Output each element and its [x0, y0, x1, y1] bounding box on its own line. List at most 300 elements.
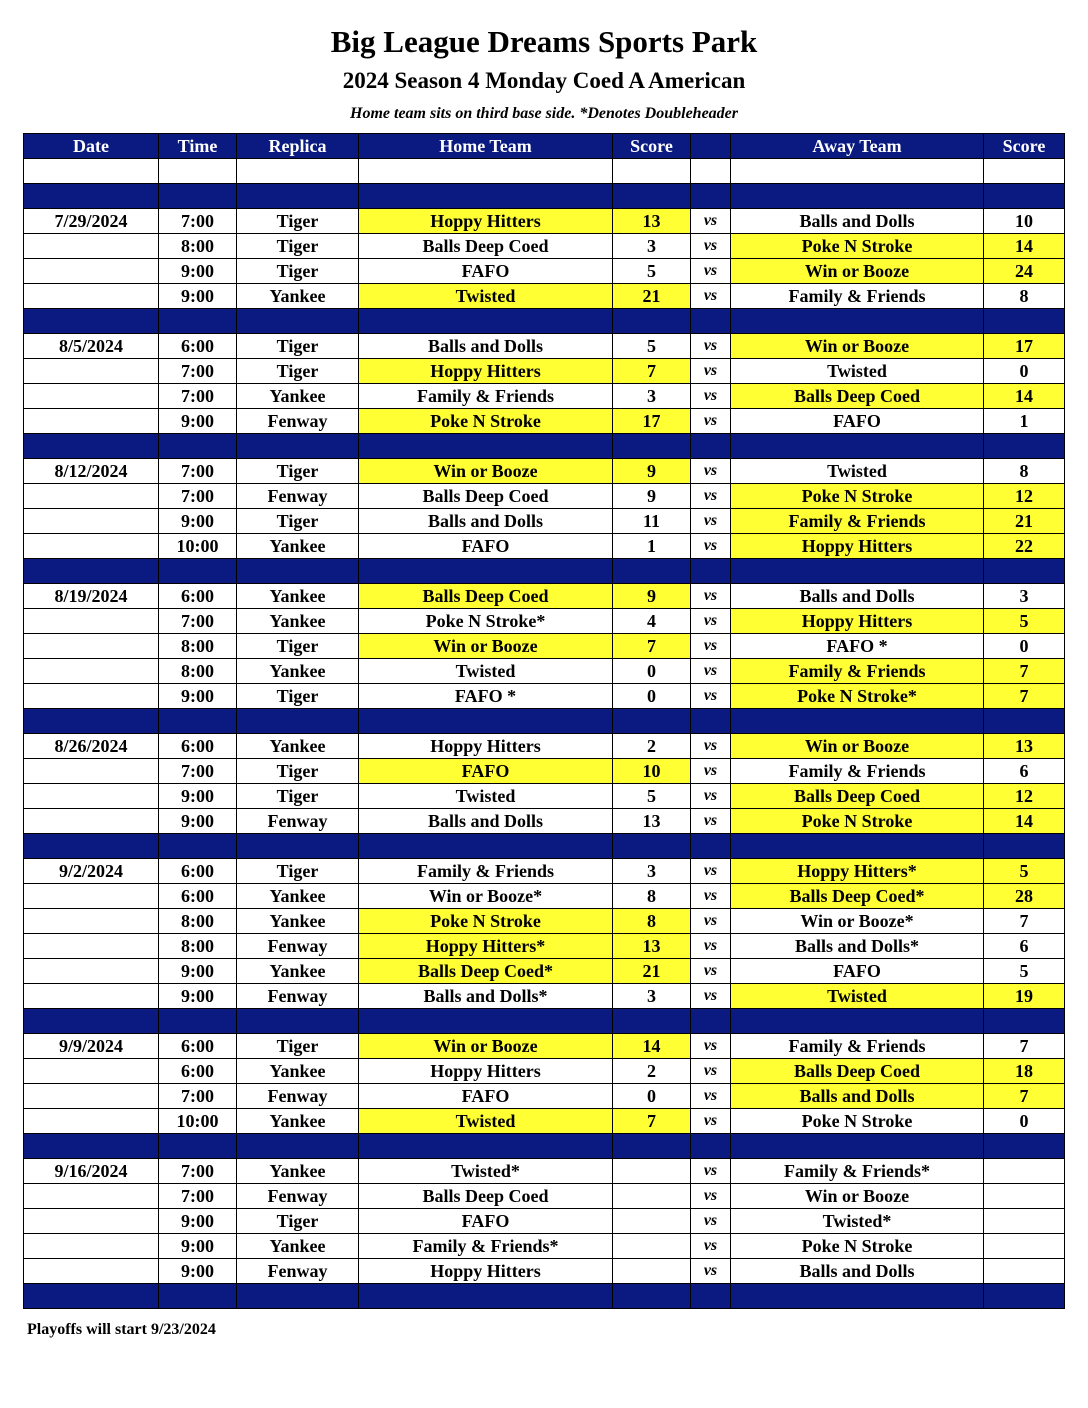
empty-cell [237, 709, 359, 734]
empty-cell [237, 434, 359, 459]
col-header-vs [691, 134, 731, 159]
time-cell: 7:00 [159, 1184, 237, 1209]
empty-cell [24, 434, 159, 459]
empty-cell [24, 559, 159, 584]
empty-cell [984, 309, 1065, 334]
away-team-cell: Balls and Dolls [731, 584, 984, 609]
game-row [24, 659, 1065, 684]
time-cell: 9:00 [159, 284, 237, 309]
replica-field-cell: Yankee [237, 1109, 359, 1134]
empty-cell [159, 834, 237, 859]
game-row [24, 359, 1065, 384]
home-team-cell: Hoppy Hitters [359, 359, 613, 384]
empty-cell [159, 1009, 237, 1034]
replica-field-cell: Fenway [237, 1084, 359, 1109]
vs-cell: vs [691, 334, 731, 359]
time-cell: 8:00 [159, 659, 237, 684]
date-cell [24, 1234, 159, 1259]
replica-field-cell: Tiger [237, 1209, 359, 1234]
empty-cell [159, 1284, 237, 1309]
home-score-cell: 1 [613, 534, 691, 559]
date-cell [24, 509, 159, 534]
home-score-cell [613, 1184, 691, 1209]
page-title: Big League Dreams Sports Park [330, 24, 758, 59]
away-team-cell: Poke N Stroke [731, 1109, 984, 1134]
away-team-cell: Win or Booze [731, 1184, 984, 1209]
replica-field-cell: Tiger [237, 259, 359, 284]
away-score-cell: 24 [984, 259, 1065, 284]
time-cell: 6:00 [159, 584, 237, 609]
vs-cell: vs [691, 409, 731, 434]
game-row [24, 1034, 1065, 1059]
replica-field-cell: Yankee [237, 659, 359, 684]
week-separator-row [24, 434, 1065, 459]
vs-cell: vs [691, 509, 731, 534]
away-score-cell: 7 [984, 1084, 1065, 1109]
home-team-cell: Balls Deep Coed [359, 234, 613, 259]
replica-field-cell: Tiger [237, 859, 359, 884]
away-team-cell: Hoppy Hitters [731, 609, 984, 634]
empty-cell [359, 834, 613, 859]
home-team-cell: Family & Friends [359, 384, 613, 409]
replica-field-cell: Yankee [237, 1159, 359, 1184]
empty-cell [691, 1134, 731, 1159]
time-cell: 7:00 [159, 459, 237, 484]
away-score-cell: 1 [984, 409, 1065, 434]
empty-cell [24, 184, 159, 209]
time-cell: 7:00 [159, 209, 237, 234]
away-score-cell: 5 [984, 609, 1065, 634]
game-row [24, 484, 1065, 509]
home-score-cell [613, 1234, 691, 1259]
vs-cell: vs [691, 384, 731, 409]
date-cell [24, 534, 159, 559]
away-score-cell: 0 [984, 359, 1065, 384]
away-score-cell: 28 [984, 884, 1065, 909]
time-cell: 10:00 [159, 534, 237, 559]
vs-cell: vs [691, 359, 731, 384]
date-cell [24, 884, 159, 909]
home-score-cell: 2 [613, 1059, 691, 1084]
week-separator-row [24, 184, 1065, 209]
game-row [24, 1084, 1065, 1109]
time-cell: 7:00 [159, 759, 237, 784]
header-row [24, 134, 1065, 159]
empty-cell [24, 1009, 159, 1034]
home-score-cell: 8 [613, 909, 691, 934]
away-team-cell: Family & Friends [731, 509, 984, 534]
home-score-cell: 13 [613, 209, 691, 234]
away-team-cell: FAFO * [731, 634, 984, 659]
date-cell [24, 759, 159, 784]
date-cell [24, 1059, 159, 1084]
empty-cell [731, 559, 984, 584]
empty-cell [691, 559, 731, 584]
home-team-cell: FAFO [359, 1209, 613, 1234]
away-score-cell: 14 [984, 809, 1065, 834]
date-cell: 9/16/2024 [24, 1159, 159, 1184]
home-team-cell: Hoppy Hitters [359, 734, 613, 759]
game-row [24, 1059, 1065, 1084]
date-cell [24, 934, 159, 959]
away-team-cell: Balls Deep Coed* [731, 884, 984, 909]
replica-field-cell: Tiger [237, 509, 359, 534]
away-team-cell: Win or Booze* [731, 909, 984, 934]
away-team-cell: Hoppy Hitters [731, 534, 984, 559]
empty-cell [613, 1284, 691, 1309]
away-team-cell: Win or Booze [731, 334, 984, 359]
empty-cell [613, 184, 691, 209]
vs-cell: vs [691, 209, 731, 234]
replica-field-cell: Fenway [237, 409, 359, 434]
time-cell: 9:00 [159, 409, 237, 434]
away-team-cell: Family & Friends* [731, 1159, 984, 1184]
col-header-time: Time [159, 134, 237, 159]
time-cell: 7:00 [159, 484, 237, 509]
game-row [24, 534, 1065, 559]
date-cell [24, 259, 159, 284]
home-score-cell: 13 [613, 934, 691, 959]
away-team-cell: Balls and Dolls [731, 1084, 984, 1109]
away-score-cell: 19 [984, 984, 1065, 1009]
away-score-cell: 7 [984, 659, 1065, 684]
empty-cell [159, 709, 237, 734]
empty-cell [731, 709, 984, 734]
away-team-cell: Win or Booze [731, 734, 984, 759]
vs-cell: vs [691, 959, 731, 984]
home-team-cell: Poke N Stroke [359, 409, 613, 434]
empty-cell [24, 1284, 159, 1309]
date-cell [24, 409, 159, 434]
date-cell [24, 959, 159, 984]
home-team-cell: Twisted [359, 659, 613, 684]
vs-cell: vs [691, 484, 731, 509]
home-team-cell: Poke N Stroke [359, 909, 613, 934]
game-row [24, 459, 1065, 484]
home-team-cell: FAFO [359, 759, 613, 784]
game-row [24, 634, 1065, 659]
away-team-cell: FAFO [731, 409, 984, 434]
home-score-cell: 7 [613, 1109, 691, 1134]
empty-cell [237, 1134, 359, 1159]
game-row [24, 959, 1065, 984]
away-score-cell: 14 [984, 234, 1065, 259]
time-cell: 7:00 [159, 1159, 237, 1184]
game-row [24, 1209, 1065, 1234]
away-team-cell: FAFO [731, 959, 984, 984]
empty-cell [613, 1134, 691, 1159]
game-row [24, 584, 1065, 609]
date-cell: 9/9/2024 [24, 1034, 159, 1059]
replica-field-cell: Tiger [237, 459, 359, 484]
empty-cell [613, 834, 691, 859]
home-team-cell: Twisted* [359, 1159, 613, 1184]
page-note: Home team sits on third base side. *Denotes Doubleheader [350, 105, 738, 122]
empty-cell [359, 1284, 613, 1309]
vs-cell: vs [691, 634, 731, 659]
vs-cell: vs [691, 884, 731, 909]
replica-field-cell: Yankee [237, 384, 359, 409]
away-team-cell: Twisted [731, 359, 984, 384]
home-team-cell: Hoppy Hitters* [359, 934, 613, 959]
vs-cell: vs [691, 1259, 731, 1284]
empty-cell [237, 1009, 359, 1034]
time-cell: 9:00 [159, 509, 237, 534]
time-cell: 9:00 [159, 684, 237, 709]
away-team-cell: Twisted [731, 984, 984, 1009]
empty-cell [237, 159, 359, 184]
col-header-home-team: Home Team [359, 134, 613, 159]
game-row [24, 1259, 1065, 1284]
week-separator-row [24, 709, 1065, 734]
vs-cell: vs [691, 684, 731, 709]
empty-cell [613, 159, 691, 184]
replica-field-cell: Yankee [237, 884, 359, 909]
home-score-cell: 0 [613, 684, 691, 709]
replica-field-cell: Yankee [237, 584, 359, 609]
vs-cell: vs [691, 759, 731, 784]
home-team-cell: Win or Booze [359, 459, 613, 484]
replica-field-cell: Fenway [237, 934, 359, 959]
away-team-cell: Poke N Stroke [731, 484, 984, 509]
empty-cell [159, 309, 237, 334]
date-cell [24, 984, 159, 1009]
time-cell: 9:00 [159, 1209, 237, 1234]
home-score-cell: 7 [613, 634, 691, 659]
empty-cell [731, 184, 984, 209]
empty-cell [731, 434, 984, 459]
time-cell: 8:00 [159, 634, 237, 659]
away-team-cell: Win or Booze [731, 259, 984, 284]
away-team-cell: Balls Deep Coed [731, 784, 984, 809]
home-score-cell: 3 [613, 234, 691, 259]
away-score-cell: 13 [984, 734, 1065, 759]
home-score-cell: 5 [613, 334, 691, 359]
replica-field-cell: Yankee [237, 284, 359, 309]
replica-field-cell: Yankee [237, 1234, 359, 1259]
empty-cell [24, 159, 159, 184]
game-row [24, 809, 1065, 834]
game-row [24, 759, 1065, 784]
home-score-cell [613, 1259, 691, 1284]
away-score-cell: 5 [984, 959, 1065, 984]
game-row [24, 734, 1065, 759]
empty-cell [613, 309, 691, 334]
vs-cell: vs [691, 859, 731, 884]
time-cell: 9:00 [159, 259, 237, 284]
empty-cell [731, 1134, 984, 1159]
away-score-cell: 12 [984, 484, 1065, 509]
vs-cell: vs [691, 1209, 731, 1234]
game-row [24, 859, 1065, 884]
empty-cell [731, 309, 984, 334]
away-score-cell: 17 [984, 334, 1065, 359]
date-cell: 8/19/2024 [24, 584, 159, 609]
home-score-cell: 17 [613, 409, 691, 434]
replica-field-cell: Yankee [237, 609, 359, 634]
game-row [24, 984, 1065, 1009]
week-separator-row [24, 309, 1065, 334]
replica-field-cell: Tiger [237, 759, 359, 784]
empty-cell [237, 559, 359, 584]
replica-field-cell: Yankee [237, 909, 359, 934]
time-cell: 8:00 [159, 934, 237, 959]
empty-cell [691, 159, 731, 184]
away-score-cell: 3 [984, 584, 1065, 609]
empty-cell [613, 559, 691, 584]
away-team-cell: Balls Deep Coed [731, 384, 984, 409]
away-score-cell: 21 [984, 509, 1065, 534]
date-cell [24, 784, 159, 809]
away-score-cell: 14 [984, 384, 1065, 409]
date-cell: 8/5/2024 [24, 334, 159, 359]
time-cell: 8:00 [159, 234, 237, 259]
game-row [24, 409, 1065, 434]
empty-cell [237, 834, 359, 859]
away-score-cell: 8 [984, 284, 1065, 309]
vs-cell: vs [691, 284, 731, 309]
empty-cell [691, 1009, 731, 1034]
away-team-cell: Balls and Dolls [731, 1259, 984, 1284]
home-team-cell: Hoppy Hitters [359, 1259, 613, 1284]
home-score-cell: 5 [613, 784, 691, 809]
away-team-cell: Balls and Dolls* [731, 934, 984, 959]
empty-cell [359, 184, 613, 209]
date-cell [24, 384, 159, 409]
vs-cell: vs [691, 934, 731, 959]
home-score-cell: 7 [613, 359, 691, 384]
vs-cell: vs [691, 784, 731, 809]
time-cell: 6:00 [159, 859, 237, 884]
empty-cell [24, 1134, 159, 1159]
home-score-cell: 4 [613, 609, 691, 634]
date-cell [24, 1109, 159, 1134]
game-row [24, 1159, 1065, 1184]
col-header-away-team: Away Team [731, 134, 984, 159]
home-score-cell: 2 [613, 734, 691, 759]
empty-cell [359, 1134, 613, 1159]
date-cell [24, 1209, 159, 1234]
away-score-cell [984, 1234, 1065, 1259]
away-score-cell: 6 [984, 934, 1065, 959]
empty-cell [984, 1134, 1065, 1159]
home-score-cell: 9 [613, 459, 691, 484]
replica-field-cell: Fenway [237, 1259, 359, 1284]
week-separator-row [24, 1009, 1065, 1034]
empty-cell [691, 709, 731, 734]
empty-cell [691, 184, 731, 209]
vs-cell: vs [691, 1184, 731, 1209]
col-header-away-score: Score [984, 134, 1065, 159]
away-score-cell: 6 [984, 759, 1065, 784]
home-team-cell: Balls Deep Coed [359, 584, 613, 609]
vs-cell: vs [691, 1109, 731, 1134]
date-cell: 9/2/2024 [24, 859, 159, 884]
empty-cell [359, 559, 613, 584]
game-row [24, 884, 1065, 909]
vs-cell: vs [691, 1084, 731, 1109]
away-score-cell [984, 1184, 1065, 1209]
home-team-cell: Poke N Stroke* [359, 609, 613, 634]
home-score-cell: 3 [613, 859, 691, 884]
empty-cell [159, 559, 237, 584]
time-cell: 6:00 [159, 884, 237, 909]
week-separator-row [24, 1284, 1065, 1309]
away-team-cell: Twisted* [731, 1209, 984, 1234]
vs-cell: vs [691, 609, 731, 634]
empty-cell [984, 434, 1065, 459]
vs-cell: vs [691, 534, 731, 559]
vs-cell: vs [691, 1234, 731, 1259]
vs-cell: vs [691, 734, 731, 759]
time-cell: 6:00 [159, 1059, 237, 1084]
home-team-cell: Hoppy Hitters [359, 1059, 613, 1084]
vs-cell: vs [691, 659, 731, 684]
date-cell: 8/12/2024 [24, 459, 159, 484]
vs-cell: vs [691, 809, 731, 834]
empty-cell [359, 309, 613, 334]
week-separator-row [24, 559, 1065, 584]
away-score-cell [984, 1209, 1065, 1234]
home-team-cell: Balls Deep Coed [359, 484, 613, 509]
time-cell: 8:00 [159, 909, 237, 934]
vs-cell: vs [691, 1159, 731, 1184]
empty-cell [237, 184, 359, 209]
empty-cell [691, 434, 731, 459]
replica-field-cell: Fenway [237, 484, 359, 509]
date-cell [24, 634, 159, 659]
empty-cell [984, 184, 1065, 209]
replica-field-cell: Yankee [237, 534, 359, 559]
time-cell: 6:00 [159, 334, 237, 359]
game-row [24, 784, 1065, 809]
col-header-date: Date [24, 134, 159, 159]
home-score-cell: 0 [613, 659, 691, 684]
empty-cell [159, 1134, 237, 1159]
home-score-cell: 11 [613, 509, 691, 534]
col-header-home-score: Score [613, 134, 691, 159]
vs-cell: vs [691, 584, 731, 609]
empty-cell [984, 709, 1065, 734]
home-team-cell: FAFO [359, 259, 613, 284]
home-team-cell: Balls and Dolls [359, 509, 613, 534]
home-team-cell: Twisted [359, 784, 613, 809]
empty-cell [159, 184, 237, 209]
home-score-cell: 3 [613, 384, 691, 409]
away-score-cell [984, 1159, 1065, 1184]
away-score-cell: 10 [984, 209, 1065, 234]
away-team-cell: Family & Friends [731, 659, 984, 684]
away-team-cell: Balls and Dolls [731, 209, 984, 234]
date-cell [24, 484, 159, 509]
away-team-cell: Family & Friends [731, 284, 984, 309]
replica-field-cell: Fenway [237, 984, 359, 1009]
blank-row [24, 159, 1065, 184]
home-team-cell: Balls and Dolls [359, 334, 613, 359]
away-team-cell: Family & Friends [731, 759, 984, 784]
time-cell: 7:00 [159, 609, 237, 634]
away-score-cell: 7 [984, 684, 1065, 709]
week-separator-row [24, 1134, 1065, 1159]
replica-field-cell: Fenway [237, 809, 359, 834]
home-score-cell: 5 [613, 259, 691, 284]
home-team-cell: Win or Booze* [359, 884, 613, 909]
vs-cell: vs [691, 984, 731, 1009]
home-score-cell: 21 [613, 284, 691, 309]
date-cell [24, 809, 159, 834]
away-score-cell: 5 [984, 859, 1065, 884]
game-row [24, 259, 1065, 284]
